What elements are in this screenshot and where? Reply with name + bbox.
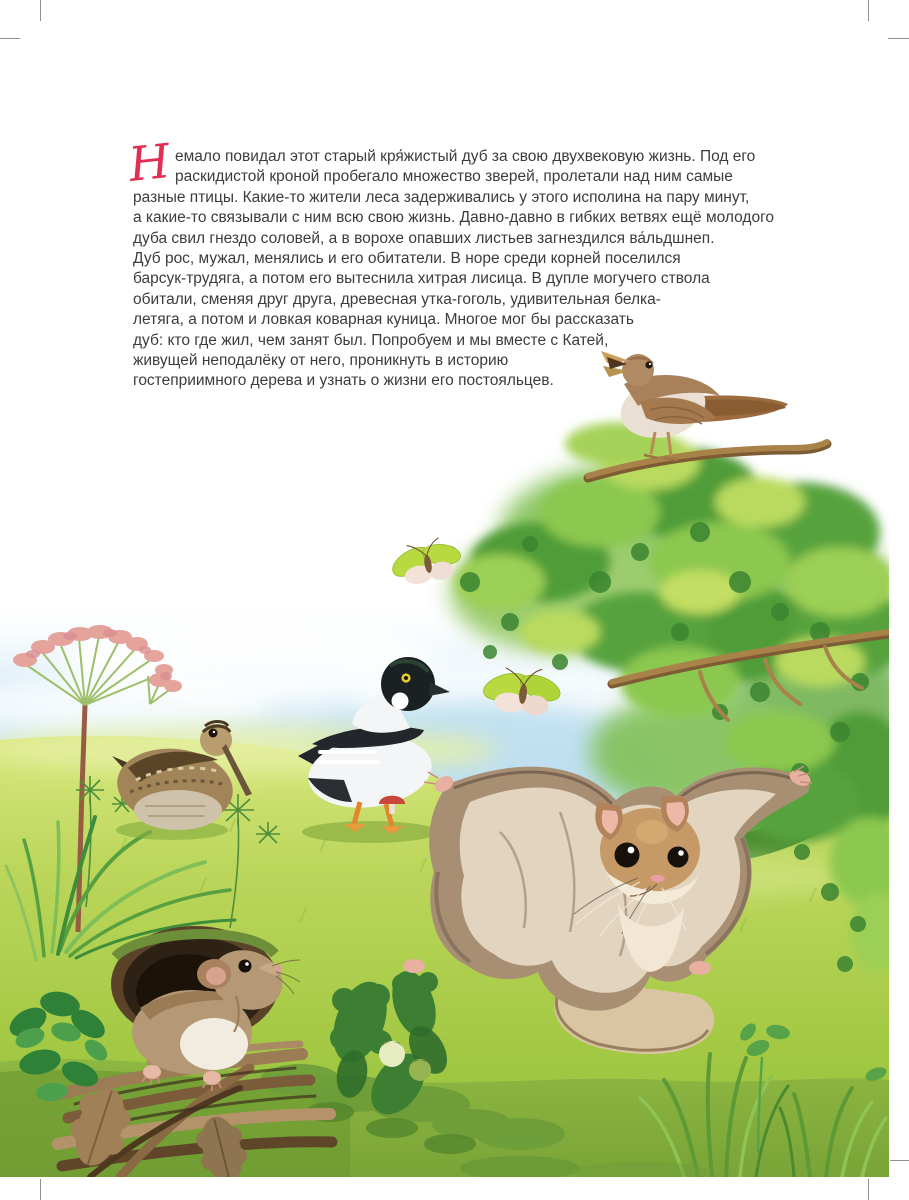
story-line: Дуб рос, мужал, менялись и его обитатели. В норе среди корней поселился: [133, 249, 681, 267]
story-line: дуб: кто где жил, чем занят был. Попробуем и мы вместе с Катей,: [133, 331, 609, 349]
story-line: разные птицы. Какие-то жители леса задерживались у этого исполина на пару минут,: [133, 188, 750, 206]
story-line: летяга, а потом и ловкая коварная куница. Многое мог бы рассказать: [133, 311, 634, 329]
crop-mark-top-right-vertical: [868, 0, 869, 21]
story-line: гостеприимного дерева и узнать о жизни его постояльцев.: [133, 372, 554, 390]
story-line: барсук-трудяга, а потом его вытеснила хитрая лисица. В дупле могучего ствола: [133, 270, 710, 288]
crop-mark-top-left-vertical: [40, 0, 41, 21]
crop-mark-bottom-right-vertical: [868, 1179, 869, 1200]
story-line: дуба свил гнездо соловей, а в ворохе опавших листьев загнездился ва́льдшнеп.: [133, 229, 715, 247]
dropcap-letter: Н: [126, 134, 173, 193]
illustration: [0, 332, 889, 1177]
crop-mark-bottom-right-horizontal: [890, 1160, 909, 1161]
crop-mark-top-right-horizontal: [888, 38, 909, 39]
story-line: живущей неподалёку от него, проникнуть в историю: [133, 351, 509, 369]
story-line: емало повидал этот старый кря́жистый дуб за свою двухвековую жизнь. Под его: [175, 148, 756, 165]
story-line: раскидистой кроной пробегало множество зверей, пролетали над ним самые: [175, 168, 733, 186]
crop-mark-bottom-left-vertical: [40, 1179, 41, 1200]
story-line: а какие-то связывали с ним всю свою жизнь. Давно-давно в гибких ветвях ещё молодого: [133, 209, 775, 227]
crop-mark-top-left-horizontal: [0, 38, 20, 39]
story-line: обитали, сменяя друг друга, древесная утка-гоголь, удивительная белка-: [133, 290, 661, 308]
